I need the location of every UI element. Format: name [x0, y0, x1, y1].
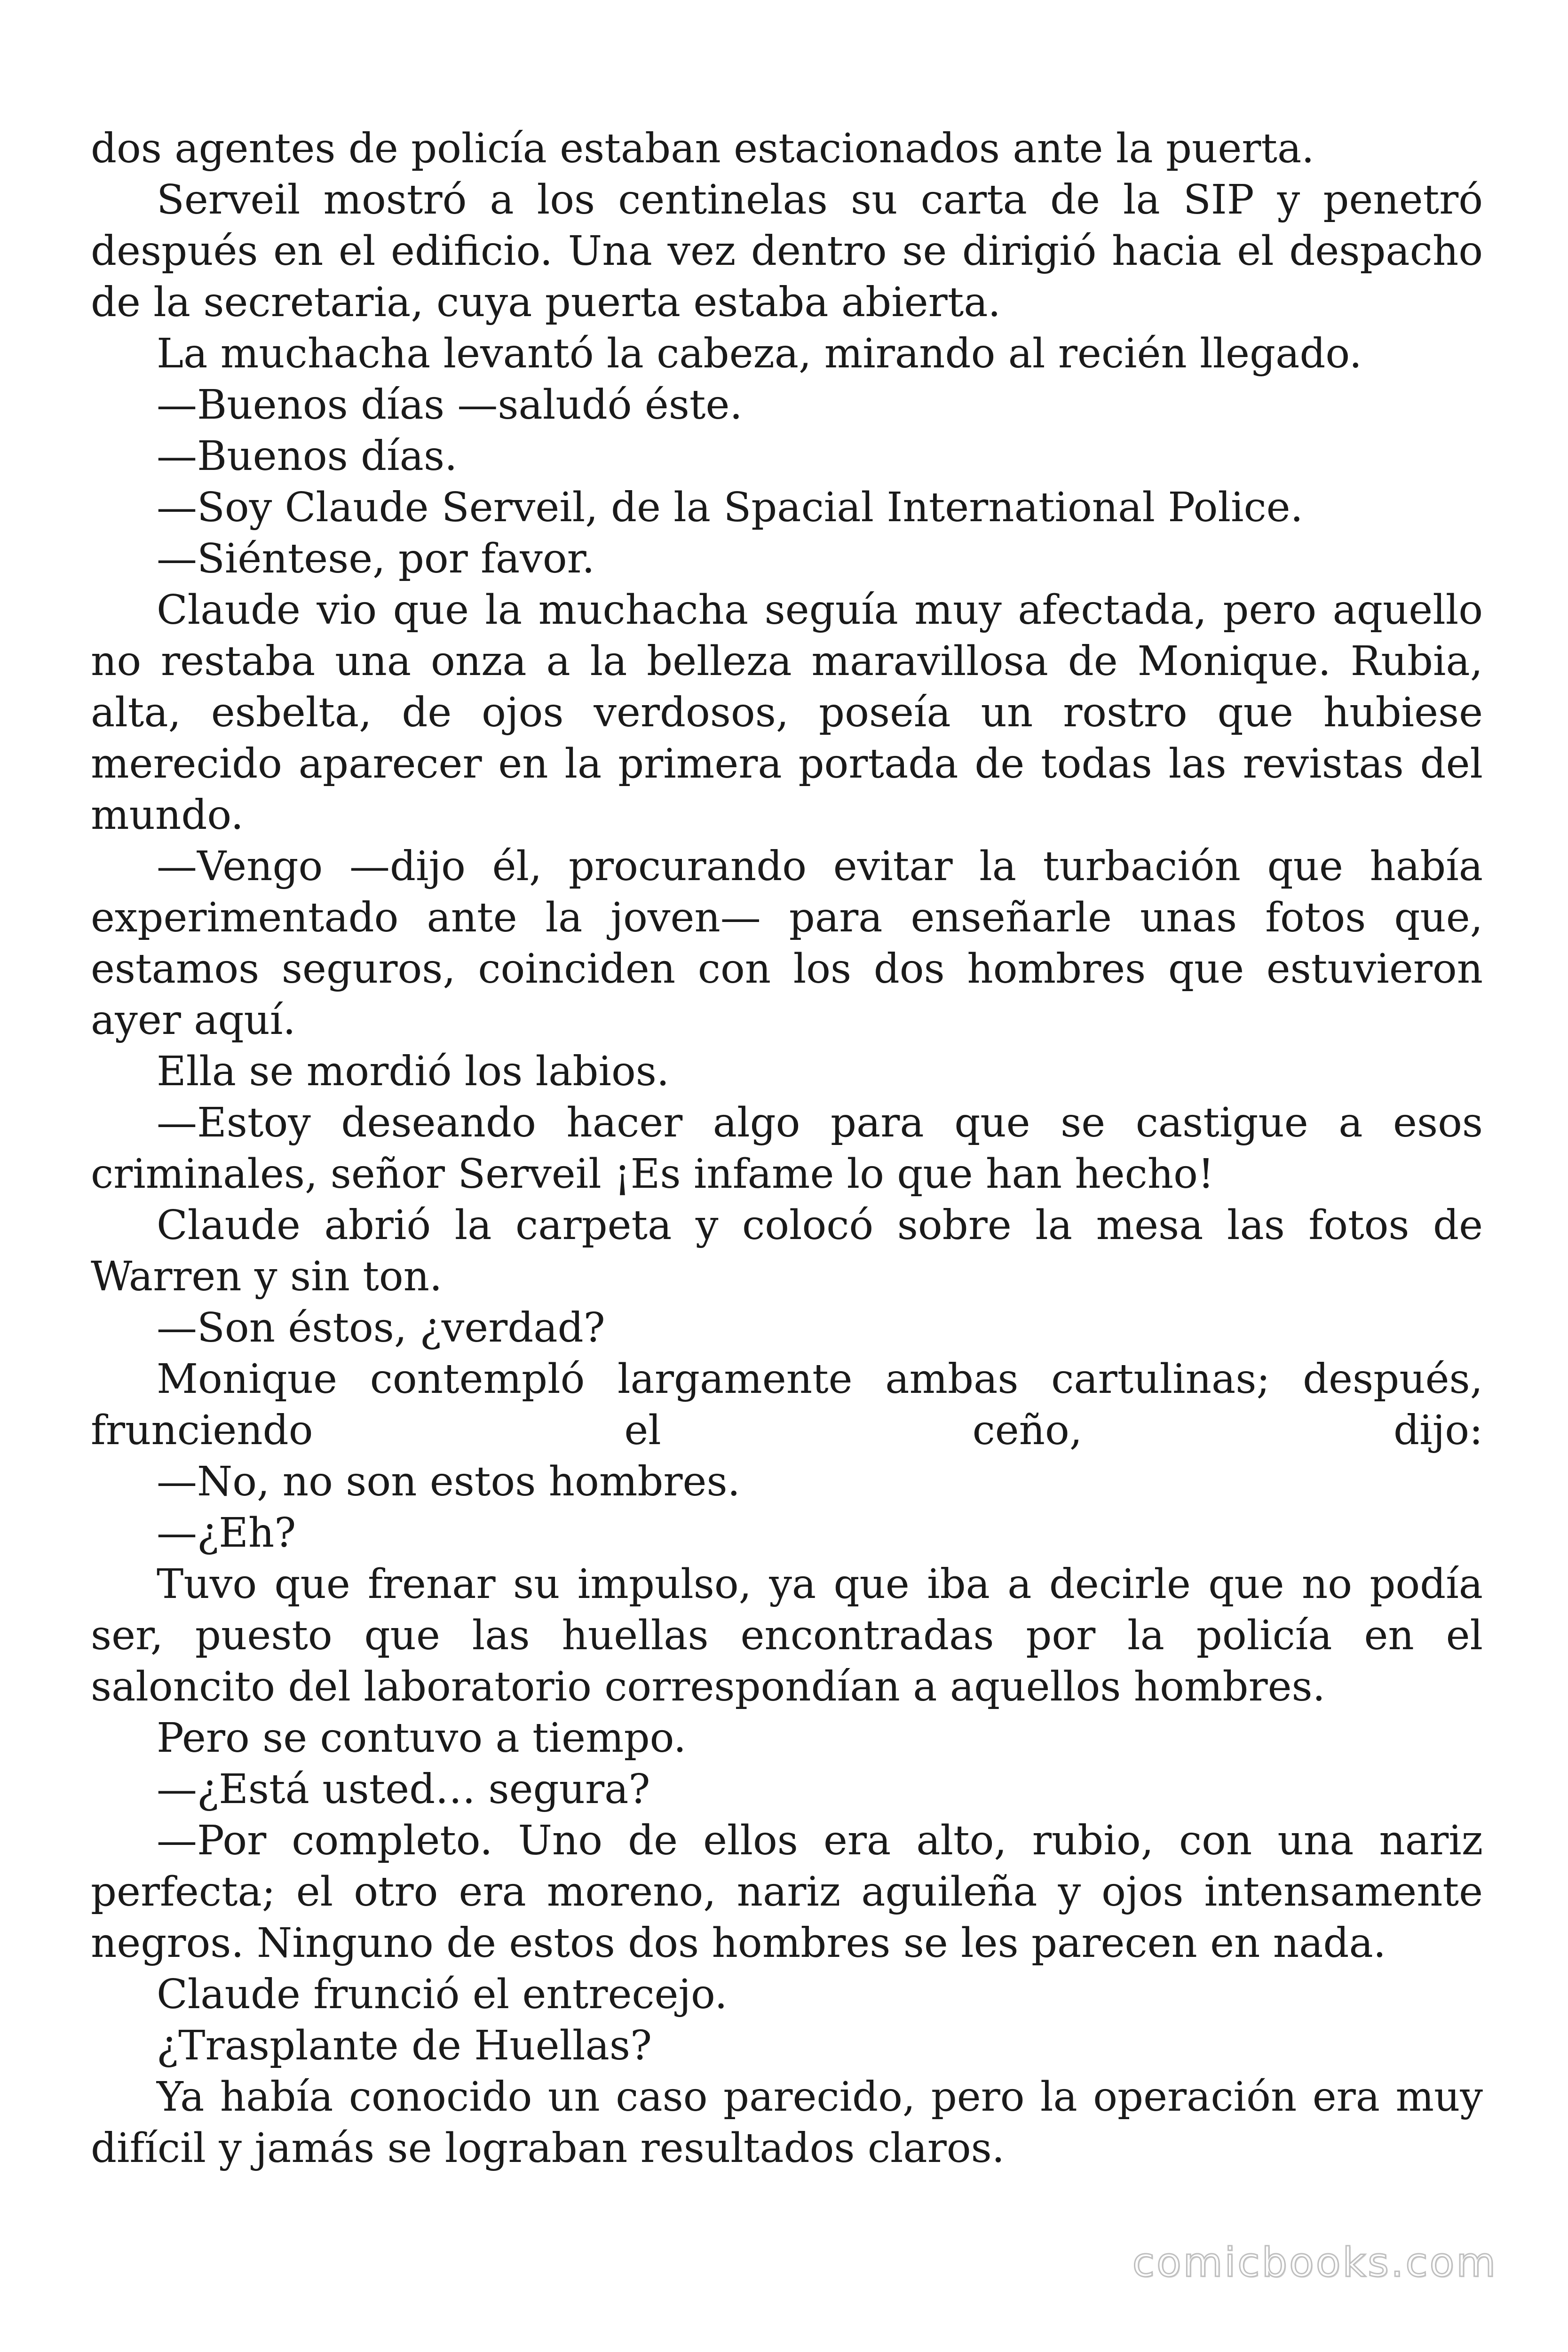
dialogue-line: —Son éstos, ¿verdad? [157, 1304, 605, 1351]
paragraph: Serveil mostró a los centinelas su carta de la SIP y penetró después en el edificio. Una vez dentro se dirigió hacia el despacho de la secretaria, cuya puerta estaba abierta. [91, 176, 1483, 326]
dialogue-line: —Vengo —dijo él, procurando evitar la turbación que había experimentado ante la joven— para enseñarle unas fotos que, estamos seguros, coinciden con los dos hombres que estuvieron ayer aquí. [91, 843, 1483, 1044]
dialogue-line: —Buenos días. [157, 433, 458, 480]
dialogue-line: —¿Está usted… segura? [157, 1766, 650, 1813]
page-body [91, 123, 1483, 2174]
paragraph: Pero se contuvo a tiempo. [157, 1715, 687, 1762]
paragraph: Ya había conocido un caso parecido, pero la operación era muy difícil y jamás se lograban resultados claros. [91, 2074, 1483, 2172]
paragraph: La muchacha levantó la cabeza, mirando al recién llegado. [157, 330, 1362, 377]
paragraph: Monique contempló largamente ambas cartulinas; después, frunciendo el ceño, dijo: [91, 1356, 1483, 1454]
paragraph: ¿Trasplante de Huellas? [157, 2022, 652, 2069]
dialogue-line: —Por completo. Uno de ellos era alto, rubio, con una nariz perfecta; el otro era moreno, nariz aguileña y ojos intensamente negros. Ninguno de estos dos hombres se les parecen en nada. [91, 1817, 1483, 1967]
dialogue-line: —Buenos días —saludó éste. [157, 381, 743, 429]
paragraph: Tuvo que frenar su impulso, ya que iba a decirle que no podía ser, puesto que las huellas encontradas por la policía en el saloncito del laboratorio correspondían a aquellos hombres. [91, 1561, 1483, 1710]
dialogue-line: —Soy Claude Serveil, de la Spacial International Police. [157, 484, 1303, 531]
dialogue-line: —No, no son estos hombres. [157, 1458, 740, 1505]
paragraph: Claude vio que la muchacha seguía muy afectada, pero aquello no restaba una onza a la belleza maravillosa de Monique. Rubia, alta, esbelta, de ojos verdosos, poseía un rostro que hubiese merecido aparecer en la primera portada de todas las revistas del mundo. [91, 587, 1483, 839]
dialogue-line: —Siéntese, por favor. [157, 535, 595, 582]
paragraph: Ella se mordió los labios. [157, 1048, 670, 1095]
paragraph: dos agentes de policía estaban estacionados ante la puerta. [91, 125, 1315, 172]
dialogue-line: —¿Eh? [157, 1510, 296, 1557]
paragraph: Claude abrió la carpeta y colocó sobre la mesa las fotos de Warren y sin ton. [91, 1202, 1483, 1300]
dialogue-line: —Estoy deseando hacer algo para que se castigue a esos criminales, señor Serveil ¡Es infame lo que han hecho! [91, 1099, 1483, 1198]
paragraph: Claude frunció el entrecejo. [157, 1971, 728, 2018]
watermark: comicbooks.com [1132, 2239, 1497, 2286]
